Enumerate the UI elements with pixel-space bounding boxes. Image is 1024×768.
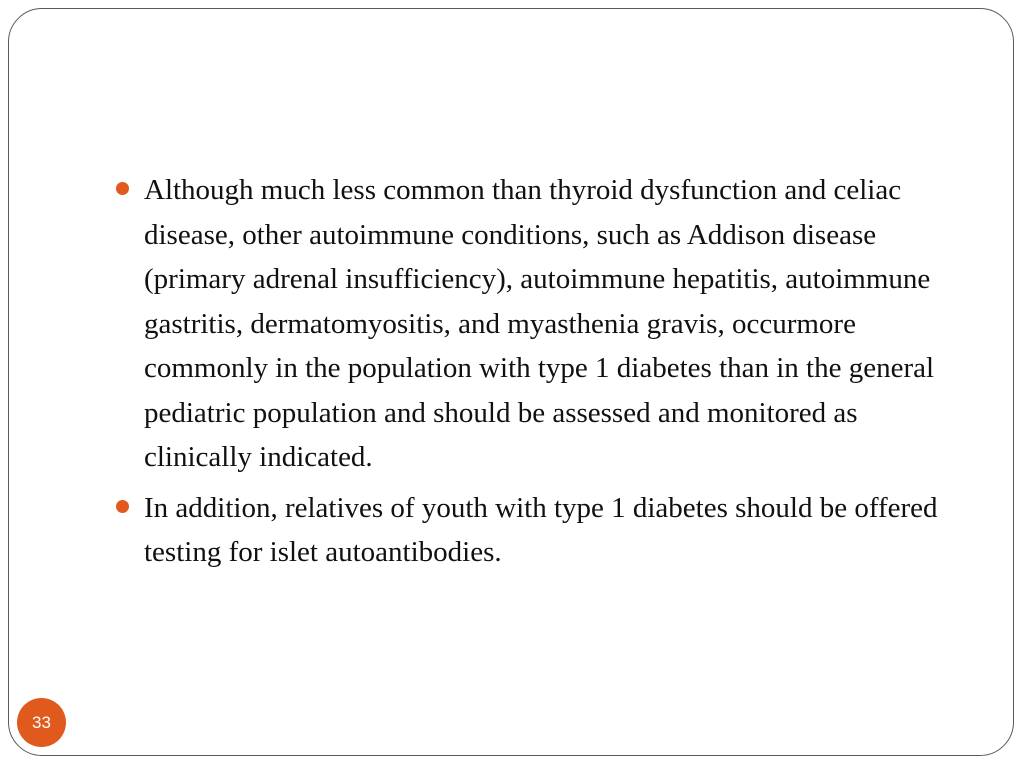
page-number-badge [17, 698, 66, 747]
bullet-dot-icon [116, 182, 129, 195]
bullet-item-2 [113, 486, 963, 575]
bullet-text-2: In addition, relatives of youth with type 1 diabetes should be offered testing for islet autoantibodies. [144, 491, 938, 568]
slide-content [113, 168, 963, 581]
bullet-text-1: Although much less common than thyroid dysfunction and celiac disease, other autoimmune conditions, such as Addison disease (primary adrenal insufficiency), autoimmune hepatitis, autoimmune gastritis, dermatomyositis, and myasthenia gravis, occurmore commonly in the population with type 1 diabetes than in the general pediatric population and should be assessed and monitored as clinically indicated. [144, 174, 935, 473]
bullet-item-1 [113, 168, 963, 480]
bullet-dot-icon [116, 500, 129, 513]
page-number: 33 [32, 712, 51, 732]
